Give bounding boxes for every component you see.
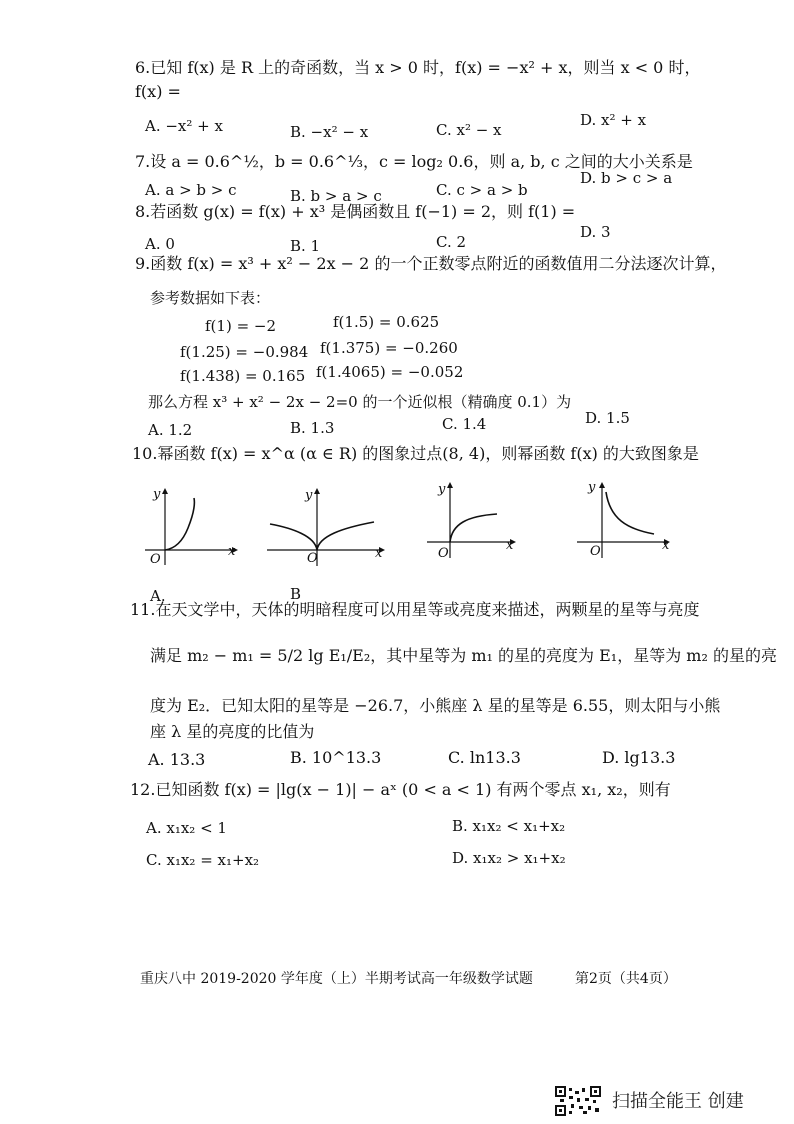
q6-option-a: A. −x² + x <box>145 117 223 135</box>
q9-option-b: B. 1.3 <box>290 419 335 437</box>
q9-data-2: f(1.5) = 0.625 <box>333 313 440 331</box>
q6-stem-cont: f(x) = <box>135 82 181 101</box>
q10-stem: 10.幂函数 f(x) = x^α (α ∈ R) 的图象过点(8, 4)，则幂函数 f(x) 的大致图象是 <box>132 444 699 463</box>
graph-d-origin: O <box>590 544 601 559</box>
q7-option-d: D. b > c > a <box>580 169 673 187</box>
q11-option-c: C. ln13.3 <box>448 748 521 767</box>
q8-option-c: C. 2 <box>436 233 467 251</box>
q9-ask: 那么方程 x³ + x² − 2x − 2=0 的一个近似根（精确度 0.1）为 <box>148 393 572 411</box>
q8-option-b: B. 1 <box>290 237 321 255</box>
graph-c-origin: O <box>438 546 449 561</box>
q7-option-a: A. a > b > c <box>145 181 237 199</box>
q9-data-6: f(1.4065) = −0.052 <box>316 363 464 381</box>
q11-line-1: 11.在天文学中，天体的明暗程度可以用星等或亮度来描述，两颗星的星等与亮度 <box>130 600 700 619</box>
q9-data-4: f(1.375) = −0.260 <box>320 339 458 357</box>
q8-option-a: A. 0 <box>145 235 175 253</box>
q6-option-b: B. −x² − x <box>290 123 369 141</box>
q12-option-a: A. x₁x₂ < 1 <box>146 819 227 837</box>
graph-b-y-label: y <box>305 488 313 503</box>
graph-d-y-label: y <box>588 480 596 495</box>
graph-c-y-label: y <box>438 482 446 497</box>
q7-option-b: B. b > a > c <box>290 187 382 205</box>
q9-option-c: C. 1.4 <box>442 415 487 433</box>
q6-option-c: C. x² − x <box>436 121 502 139</box>
graph-a-y-label: y <box>153 487 161 502</box>
q11-line-3: 度为 E₂．已知太阳的星等是 −26.7，小熊座 λ 星的星等是 6.55，则太阳与小熊 <box>150 696 721 715</box>
q12-stem: 12.已知函数 f(x) = |lg(x − 1)| − aˣ (0 < a < 1) 有两个零点 x₁, x₂，则有 <box>130 780 671 799</box>
q7-stem: 7.设 a = 0.6^½，b = 0.6^⅓，c = log₂ 0.6，则 a, b, c 之间的大小关系是 <box>135 152 693 171</box>
q9-stem: 9.函数 f(x) = x³ + x² − 2x − 2 的一个正数零点附近的函数值用二分法逐次计算， <box>135 254 727 273</box>
exam-footer: 重庆八中 2019-2020 学年度（上）半期考试高一年级数学试题 <box>140 971 533 987</box>
q11-line-4: 座 λ 星的亮度的比值为 <box>150 722 315 741</box>
q11-option-d: D. lg13.3 <box>602 748 676 767</box>
graph-d-x-label: x <box>662 538 670 553</box>
q9-data-1: f(1) = −2 <box>205 317 277 335</box>
q12-option-c: C. x₁x₂ = x₁+x₂ <box>146 851 260 869</box>
q9-option-a: A. 1.2 <box>148 421 193 439</box>
q12-option-b: B. x₁x₂ < x₁+x₂ <box>452 817 566 835</box>
q11-option-b: B. 10^13.3 <box>290 748 382 767</box>
graph-b-option-label: B <box>290 585 302 603</box>
q8-option-d: D. 3 <box>580 223 611 241</box>
graph-c-x-label: x <box>506 538 514 553</box>
graph-a-origin: O <box>150 552 161 567</box>
scanner-watermark: 扫描全能王 创建 <box>612 1091 744 1112</box>
graph-b-origin: O <box>307 551 318 566</box>
q11-option-a: A. 13.3 <box>148 750 206 769</box>
graph-a-option-label: A. <box>150 587 166 605</box>
q6-option-d: D. x² + x <box>580 111 647 129</box>
graph-b <box>262 478 387 570</box>
q9-data-5: f(1.438) = 0.165 <box>180 367 306 385</box>
graph-a-x-label: x <box>228 544 236 559</box>
q11-line-2: 满足 m₂ − m₁ = 5/2 lg E₁/E₂，其中星等为 m₁ 的星的亮度为 E₁，星等为 m₂ 的星的亮 <box>150 646 777 665</box>
q9-ref-label: 参考数据如下表： <box>150 289 271 307</box>
graph-b-x-label: x <box>375 546 383 561</box>
q7-option-c: C. c > a > b <box>436 181 528 199</box>
q6-stem: 6.已知 f(x) 是 R 上的奇函数，当 x > 0 时，f(x) = −x² + x，则当 x < 0 时， <box>135 58 701 77</box>
qr-code-icon <box>555 1086 601 1116</box>
q8-stem: 8.若函数 g(x) = f(x) + x³ 是偶函数且 f(−1) = 2，则 f(1) = <box>135 202 576 221</box>
q12-option-d: D. x₁x₂ > x₁+x₂ <box>452 849 566 867</box>
q9-option-d: D. 1.5 <box>585 409 630 427</box>
q9-data-3: f(1.25) = −0.984 <box>180 343 309 361</box>
page-number: 第2页（共4页） <box>575 971 677 987</box>
